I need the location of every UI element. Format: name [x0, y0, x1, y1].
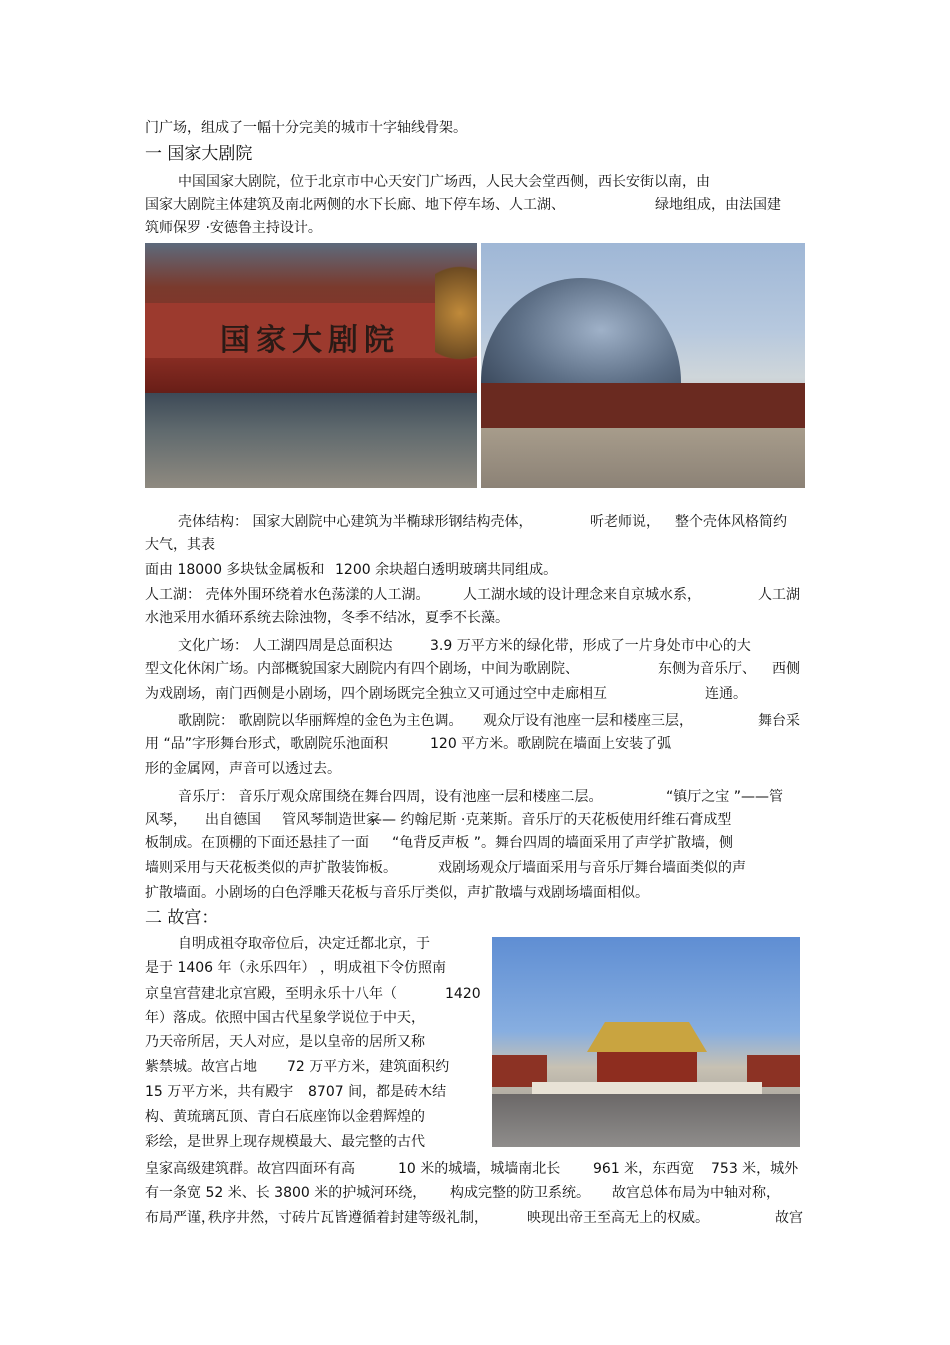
text-segment: 壳体结构： 国家大剧院中心建筑为半椭球形钢结构壳体， [178, 514, 533, 530]
text-segment: 皇家高级建筑群。故宫四面环有高 [145, 1161, 355, 1177]
text-segment: 音乐厅： 音乐厅观众席围绕在舞台四周，设有池座一层和楼座二层。 [178, 789, 603, 805]
text-segment: 15 万平方米，共有殿宇 [145, 1084, 294, 1100]
text-segment: 墙则采用与天花板类似的声扩散装饰板。 [145, 860, 397, 876]
text-segment: 连通。 [705, 686, 747, 702]
text-segment: 整个壳体风格简约 [675, 514, 787, 530]
text-segment: 大气，其表 [145, 537, 215, 553]
text-segment: 构、黄琉璃瓦顶、青白石底座饰以金碧辉煌的 [145, 1109, 425, 1125]
text-segment: 听老师说， [590, 514, 660, 530]
text-segment: 扩散墙面。小剧场的白色浮雕天花板与音乐厅类似，声扩散墙与戏剧场墙面相似。 [145, 885, 649, 901]
text-segment: —— 约翰尼斯 ·克莱斯。音乐厅的天花板使用纤维石膏成型 [368, 812, 732, 828]
photo-theatre-dome [481, 243, 805, 488]
text-segment: 板制成。在顶棚的下面还悬挂了一面 [145, 835, 369, 851]
text-segment: 自明成祖夺取帝位后，决定迁都北京，于 [178, 936, 430, 952]
text-segment: 风琴， [145, 812, 187, 828]
text-segment: 10 米的城墙，城墙南北长 [398, 1161, 561, 1177]
text-segment: “龟背反声板 ”。舞台四周的墙面采用了声学扩散墙，侧 [392, 835, 733, 851]
photo-theatre-entrance [145, 243, 477, 488]
text-segment: 961 米，东西宽 [593, 1161, 695, 1177]
text-segment: 舞台采 [758, 713, 800, 729]
text-segment: 753 米，城外 [711, 1161, 799, 1177]
text-segment: 故宫 [775, 1210, 803, 1226]
text-segment: 文化广场： 人工湖四周是总面积达 [178, 638, 393, 654]
text-segment: 72 万平方米，建筑面积约 [287, 1059, 450, 1075]
text-segment: 门广场，组成了一幅十分完美的城市十字轴线骨架。 [145, 120, 467, 136]
text-segment: 绿地组成，由法国建 [655, 197, 781, 213]
text-segment: 水池采用水循环系统去除浊物，冬季不结冰，夏季不长藻。 [145, 610, 509, 626]
text-segment: 3.9 万平方米的绿化带，形成了一片身处市中心的大 [430, 638, 751, 654]
text-segment: 人工湖水域的设计理念来自京城水系， [463, 587, 701, 603]
text-segment: 8707 间，都是砖木结 [308, 1084, 447, 1100]
text-segment: 戏剧场观众厅墙面采用与音乐厅舞台墙面类似的声 [438, 860, 746, 876]
text-segment: 形的金属网，声音可以透过去。 [145, 761, 341, 777]
text-segment: 管风琴制造世家 [282, 812, 380, 828]
text-segment: 观众厅设有池座一层和楼座三层， [483, 713, 693, 729]
text-segment: 西侧 [772, 661, 800, 677]
text-segment: 二 故宫： [145, 908, 219, 928]
text-segment: 中国国家大剧院，位于北京市中心天安门广场西，人民大会堂西侧，西长安街以南，由 [178, 174, 710, 190]
text-segment: 彩绘，是世界上现存规模最大、最完整的古代 [145, 1134, 425, 1150]
text-segment: 故宫总体布局为中轴对称， [612, 1185, 780, 1201]
text-segment: 120 平方米。歌剧院在墙面上安装了弧 [430, 736, 672, 752]
text-segment: 1200 余块超白透明玻璃共同组成。 [335, 562, 558, 578]
text-segment: 人工湖： 壳体外围环绕着水色荡漾的人工湖。 [145, 587, 430, 603]
theatre-sign-lettering: 国家大剧院 [220, 323, 400, 358]
text-segment: 映现出帝王至高无上的权威。 [527, 1210, 709, 1226]
text-segment: 乃天帝所居，天人对应，是以皇帝的居所又称 [145, 1034, 425, 1050]
text-segment: 是于 1406 年（永乐四年） ，明成祖下令仿照南 [145, 960, 446, 976]
text-segment: 出自德国 [205, 812, 261, 828]
text-segment: 歌剧院： 歌剧院以华丽辉煌的金色为主色调。 [178, 713, 463, 729]
text-segment: 紫禁城。故宫占地 [145, 1059, 257, 1075]
text-segment: 1420 [445, 986, 481, 1002]
text-segment: 国家大剧院主体建筑及南北两侧的水下长廊、地下停车场、人工湖、 [145, 197, 565, 213]
text-segment: 面由 18000 多块钛金属板和 [145, 562, 325, 578]
text-segment: 一 国家大剧院 [145, 144, 253, 164]
text-segment: 用 “品”字形舞台形式，歌剧院乐池面积 [145, 736, 388, 752]
text-segment: 型文化休闲广场。内部概貌国家大剧院内有四个剧场，中间为歌剧院、 [145, 661, 579, 677]
text-segment: 年）落成。依照中国古代星象学说位于中天， [145, 1010, 425, 1026]
text-segment: 东侧为音乐厅、 [658, 661, 756, 677]
text-segment: 筑师保罗 ·安德鲁主持设计。 [145, 220, 322, 236]
text-segment: 有一条宽 52 米、长 3800 米的护城河环绕， [145, 1185, 427, 1201]
text-segment: 秩序井然，寸砖片瓦皆遵循着封建等级礼制， [208, 1210, 488, 1226]
text-segment: “镇厅之宝 ”——管 [666, 789, 783, 805]
text-segment: 布局严谨， [145, 1210, 215, 1226]
text-segment: 构成完整的防卫系统。 [450, 1185, 590, 1201]
text-segment: 人工湖 [758, 587, 800, 603]
text-segment: 为戏剧场，南门西侧是小剧场，四个剧场既完全独立又可通过空中走廊相互 [145, 686, 607, 702]
photo-forbidden-city [492, 937, 800, 1147]
text-segment: 京皇宫营建北京宫殿，至明永乐十八年（ [145, 986, 397, 1002]
